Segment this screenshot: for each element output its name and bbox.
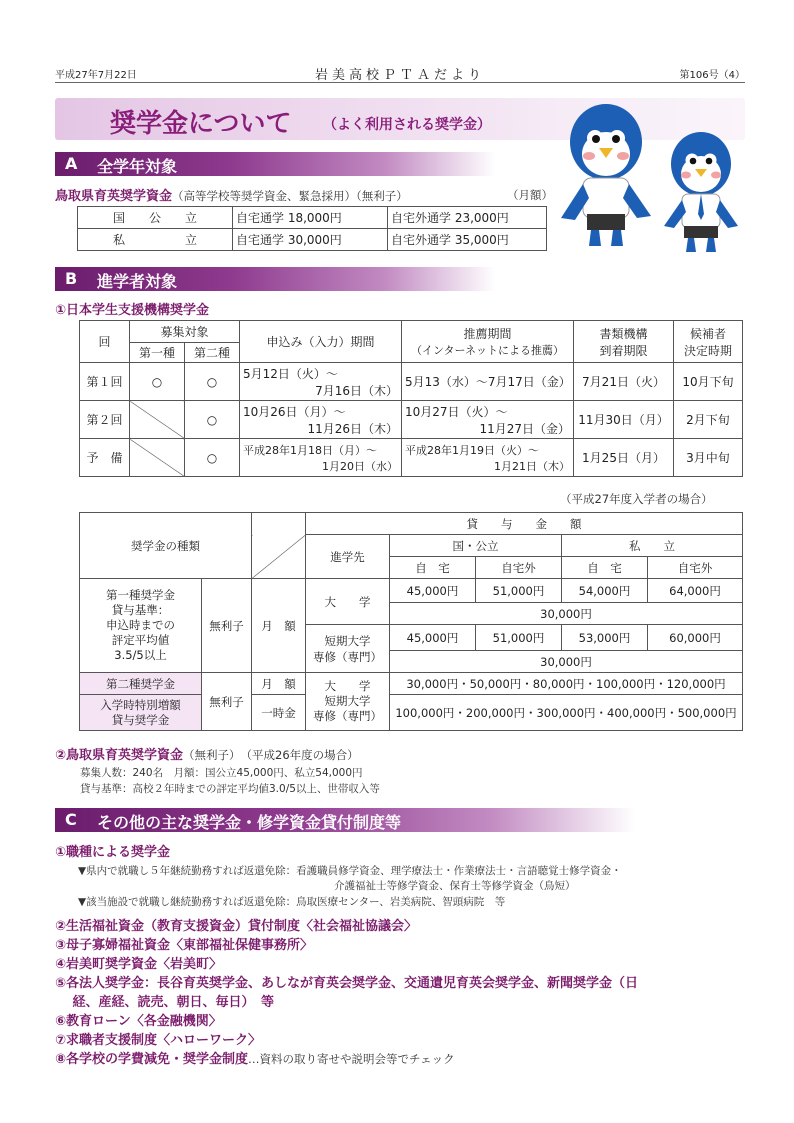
table-row [78, 207, 547, 229]
table-cell-slashed [130, 401, 185, 439]
section-letter: A [65, 154, 78, 173]
issue-number: 第106号（4） [679, 70, 745, 81]
newsletter-title: 岩美高校ＰＴＡだより [314, 68, 485, 83]
cell-line: 短期大学 [324, 633, 371, 648]
table-cell: 30,000円 [390, 651, 743, 673]
table-cell [402, 401, 574, 439]
table-cell: 7月21日（火） [574, 363, 674, 401]
table-cell: 自宅通学 18,000円 [233, 207, 388, 229]
table-cell: 64,000円 [648, 579, 743, 603]
list-item: ⑥教育ローン〈各金融機関〉 [55, 1014, 222, 1029]
header-cell: 自宅外 [648, 557, 743, 579]
header-line: 到着期限 [599, 343, 648, 358]
cell-line: 7月16日（木） [315, 383, 398, 398]
cell-line: 専修（専門） [313, 649, 382, 664]
table-cell: 30,000円・50,000円・80,000円・100,000円・120,000円 [390, 673, 743, 695]
table-cell: 100,000円・200,000円・300,000円・400,000円・500,000円 [390, 695, 743, 731]
list-item: ③母子寡婦福祉資金〈東部福祉保健事務所〉 [55, 938, 314, 953]
cell-line: 第一種奨学金 [106, 588, 175, 602]
table-cell: 自宅外通学 23,000円 [388, 207, 547, 229]
heading-note: （無利子） （平成26年度の場合） [183, 748, 359, 762]
table-cell: 30,000円 [390, 603, 743, 625]
table-cell: 一時金 [252, 695, 306, 731]
cell-line: 平成28年1月18日（月）～ [243, 443, 377, 457]
cell-line: 11月26日（木） [307, 421, 398, 436]
table-cell: 60,000円 [648, 625, 743, 651]
header-cell: 募集対象 [130, 321, 240, 343]
table-row [80, 401, 743, 439]
table-cell: 11月30日（月） [574, 401, 674, 439]
list-item [55, 1048, 455, 1067]
cell-line: 11月27日（金） [479, 421, 570, 436]
table-cell [240, 401, 402, 439]
cell-line: 1月20日（水） [322, 459, 398, 473]
table-cell: 53,000円 [562, 625, 648, 651]
table-cell [80, 695, 202, 731]
cell-line: 貸与奨学金 [111, 712, 170, 727]
header-cell [252, 513, 306, 535]
table-cell: 第１回 [80, 363, 130, 401]
table-cell: 54,000円 [562, 579, 648, 603]
table-cell: 第二種奨学金 [80, 673, 202, 695]
table-cell: 45,000円 [390, 625, 476, 651]
heading-note: …資料の取り寄せや説明会等でチェック [248, 1052, 455, 1066]
unit-label: （月額） [507, 188, 553, 202]
header-cell: 自 宅 [562, 557, 648, 579]
jasso-note: （平成27年度入学者の場合） [560, 492, 713, 506]
page-title: 奨学金について [110, 109, 292, 139]
cell-line: 入学時特別増額 [100, 697, 181, 712]
table-cell: 51,000円 [476, 625, 562, 651]
table-cell: 月 額 [252, 673, 306, 695]
section-label: 全学年対象 [97, 157, 178, 176]
header-cell: 第一種 [130, 343, 185, 363]
cell-line: 評定平均値 [111, 633, 170, 647]
cell-line: 申込時までの [106, 618, 175, 632]
tottori-b-heading [55, 744, 359, 763]
table-cell: ○ [185, 363, 240, 401]
type1-cell [80, 579, 202, 673]
bird-mascot-right-icon [658, 128, 744, 256]
heading-text: 鳥取県育英奨学資金 [55, 189, 173, 204]
table-row [80, 363, 743, 401]
section-b-band [55, 267, 495, 291]
header-cell: 自宅外 [476, 557, 562, 579]
table-cell: 第２回 [80, 401, 130, 439]
job-line: ▼該当施設で就職し継続勤務すれば返還免除：鳥取医療センター、岩美病院、智頭病院 等 [78, 896, 506, 908]
section-c-band [55, 808, 635, 832]
job-line: ▼県内で就職し５年継続勤務すれば返還免除：看護職員修学資金、理学療法士・作業療法士・言語聴覚士修学資金・ [78, 865, 622, 877]
table-cell: 国 公 立 [78, 207, 233, 229]
table-cell: 大 学 [306, 579, 390, 625]
list-item: ⑤各法人奨学金：長谷育英奨学金、あしなが育英会奨学金、交通遺児育英会奨学金、新聞奨学金（日 [55, 976, 639, 991]
jasso-schedule-table [79, 320, 743, 477]
table-row [80, 439, 743, 477]
section-a-band [55, 152, 495, 176]
table-cell: ○ [185, 439, 240, 477]
header-cell: 回 [80, 321, 130, 363]
job-line: 介護福祉士等修学資金、保育士等修学資金（鳥短） [334, 880, 576, 892]
heading-text: ⑧各学校の学費減免・奨学金制度 [55, 1052, 249, 1067]
section-label: 進学者対象 [97, 272, 178, 291]
header-cell [402, 321, 574, 363]
job-scholarship-heading: ①職種による奨学金 [55, 845, 171, 860]
table-cell: 無利子 [202, 673, 252, 731]
table-cell [306, 625, 390, 673]
tottori-line: 募集人数：240名 月額：国公立45,000円、私立54,000円 [80, 767, 363, 779]
header-line: 推薦期間 [463, 327, 512, 341]
header-cell: 国・公立 [390, 535, 562, 557]
table-cell [402, 439, 574, 477]
table-cell: 私 立 [78, 229, 233, 251]
header-cell [674, 321, 743, 363]
section-label: その他の主な奨学金・修学資金貸付制度等 [97, 813, 402, 832]
table-cell: 月 額 [252, 579, 306, 673]
page-subtitle: （よく利用される奨学金） [323, 117, 491, 133]
heading-text: ②鳥取県育英奨学資金 [55, 748, 184, 763]
table-cell: 2月下旬 [674, 401, 743, 439]
table-row [80, 513, 743, 535]
header-line: 書類機構 [599, 326, 648, 341]
table-cell [306, 673, 390, 731]
loan-amount-table [79, 512, 743, 731]
header-cell: 進学先 [306, 535, 390, 579]
cell-line: 専修（専門） [313, 709, 382, 723]
list-item: ②生活福祉資金（教育支援資金）貸付制度〈社会福祉協議会〉 [55, 919, 418, 934]
section-letter: B [65, 269, 78, 288]
cell-line: 1月21日（木） [494, 459, 570, 473]
header-line: （インターネットによる推薦） [410, 344, 564, 357]
table-cell: 自宅通学 30,000円 [233, 229, 388, 251]
section-a-table [77, 206, 547, 251]
tottori-scholarship-heading [55, 185, 408, 204]
cell-line: 大 学 [324, 679, 371, 693]
list-item: 経、産経、読売、朝日、毎日） 等 [55, 995, 275, 1010]
table-cell: ○ [130, 363, 185, 401]
header-cell: 私 立 [562, 535, 743, 557]
table-cell-slashed [130, 439, 185, 477]
cell-line: 平成28年1月19日（火）～ [405, 443, 539, 457]
section-letter: C [65, 810, 77, 829]
header-line: 決定時期 [683, 343, 732, 358]
page-header [55, 63, 745, 83]
table-row [80, 695, 743, 731]
header-line: 候補者 [689, 326, 726, 341]
cell-line: 貸与基準： [111, 603, 170, 617]
table-cell: 予 備 [80, 439, 130, 477]
table-row [80, 579, 743, 603]
table-cell: 1月25日（月） [574, 439, 674, 477]
table-cell: 10月下旬 [674, 363, 743, 401]
jasso-heading: ①日本学生支援機構奨学金 [55, 303, 210, 318]
header-cell [574, 321, 674, 363]
cell-line: 短期大学 [324, 694, 371, 708]
cell-line: 10月26日（月）～ [243, 404, 346, 419]
header-cell: 申込み（入力）期間 [240, 321, 402, 363]
table-cell: 無利子 [202, 579, 252, 673]
table-row [78, 229, 547, 251]
header-cell: 自 宅 [390, 557, 476, 579]
header-cell: 貸 与 金 額 [306, 513, 743, 535]
bird-mascot-left-icon [555, 100, 657, 250]
table-cell: 3月中旬 [674, 439, 743, 477]
table-row [80, 673, 743, 695]
cell-line: 10月27日（火）～ [405, 404, 508, 419]
list-item: ④岩美町奨学資金〈岩美町〉 [55, 957, 223, 972]
table-cell: 自宅外通学 35,000円 [388, 229, 547, 251]
issue-date: 平成27年7月22日 [55, 70, 137, 81]
cell-line: 5月12日（火）～ [243, 366, 338, 381]
table-cell [240, 363, 402, 401]
table-cell: ○ [185, 401, 240, 439]
tottori-line: 貸与基準：高校２年時までの評定平均値3.0/5以上、世帯収入等 [80, 783, 380, 795]
table-header-row [80, 321, 743, 343]
header-cell: 第二種 [185, 343, 240, 363]
table-cell [240, 439, 402, 477]
heading-note: （高等学校等奨学資金、緊急採用）（無利子） [172, 189, 408, 203]
header-cell: 奨学金の種類 [80, 513, 252, 579]
table-cell-slashed [252, 535, 306, 579]
table-cell: 51,000円 [476, 579, 562, 603]
cell-line: 3.5/5以上 [114, 648, 167, 662]
table-cell: 45,000円 [390, 579, 476, 603]
list-item: ⑦求職者支援制度〈ハローワーク〉 [55, 1033, 262, 1048]
table-cell: 5月13（水）～7月17日（金） [402, 363, 574, 401]
